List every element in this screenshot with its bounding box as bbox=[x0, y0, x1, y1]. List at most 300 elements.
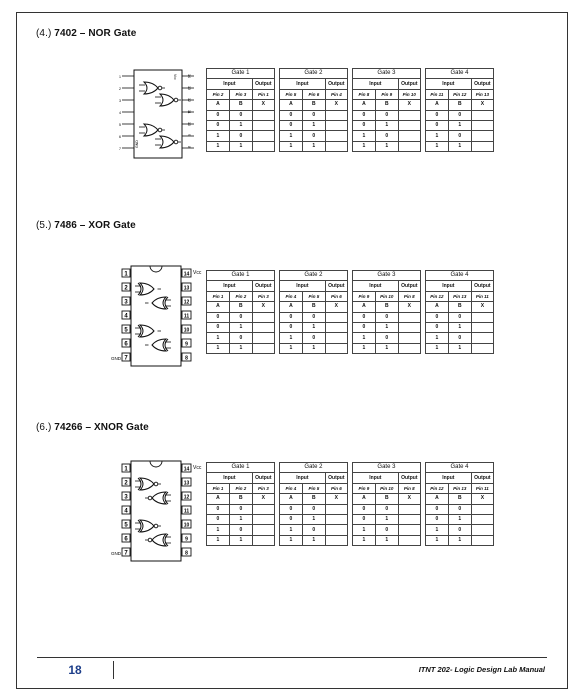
output-cell bbox=[325, 322, 347, 332]
pin-cell: Pin 12 bbox=[425, 483, 448, 493]
pin-number-label: 8 bbox=[187, 146, 191, 148]
chip-diagram bbox=[118, 68, 198, 173]
output-header: Output bbox=[252, 473, 274, 483]
input-value-cell: 1 bbox=[279, 141, 302, 151]
output-header: Output bbox=[325, 79, 347, 89]
pin-number-label: 11 bbox=[183, 508, 190, 515]
variable-cell: B bbox=[302, 494, 325, 504]
input-value-cell: 1 bbox=[229, 120, 252, 130]
output-cell bbox=[325, 312, 347, 322]
variable-cell: A bbox=[425, 100, 448, 110]
variable-row bbox=[207, 494, 494, 504]
gate-header: Gate 4 bbox=[425, 463, 493, 473]
pin-cell: Pin 9 bbox=[352, 291, 375, 301]
pin-number-label: 10 bbox=[187, 122, 191, 126]
input-value-cell: 1 bbox=[425, 333, 448, 343]
output-cell bbox=[325, 141, 347, 151]
gate-header: Gate 1 bbox=[207, 271, 275, 281]
pin-cell: Pin 10 bbox=[375, 291, 398, 301]
variable-cell: A bbox=[352, 302, 375, 312]
pin-row bbox=[207, 483, 494, 493]
output-header: Output bbox=[471, 473, 493, 483]
output-cell bbox=[398, 535, 420, 545]
variable-cell: B bbox=[448, 494, 471, 504]
output-header: Output bbox=[471, 79, 493, 89]
output-cell bbox=[252, 120, 274, 130]
input-value-cell: 1 bbox=[375, 141, 398, 151]
variable-cell: A bbox=[279, 302, 302, 312]
io-header-row bbox=[207, 281, 494, 291]
input-value-cell: 1 bbox=[207, 525, 230, 535]
gate-header: Gate 4 bbox=[425, 271, 493, 281]
pin-number-label: 3 bbox=[119, 99, 121, 103]
input-value-cell: 1 bbox=[375, 514, 398, 524]
variable-cell: A bbox=[207, 302, 230, 312]
input-value-cell: 0 bbox=[425, 322, 448, 332]
input-value-cell: 0 bbox=[425, 312, 448, 322]
input-value-cell: 1 bbox=[425, 525, 448, 535]
pin-cell: Pin 3 bbox=[252, 483, 274, 493]
input-value-cell: 1 bbox=[352, 131, 375, 141]
pin-cell: Pin 1 bbox=[252, 89, 274, 99]
gnd-label: GND bbox=[111, 356, 121, 361]
pin-number-label: 9 bbox=[187, 134, 191, 136]
pin-row bbox=[207, 89, 494, 99]
pin-number-label: 6 bbox=[119, 135, 121, 139]
input-value-cell: 0 bbox=[352, 322, 375, 332]
variable-cell: A bbox=[425, 302, 448, 312]
input-value-cell: 1 bbox=[375, 343, 398, 353]
pin-number-label: 14 bbox=[183, 271, 190, 278]
pin-number-label: 3 bbox=[124, 299, 128, 306]
output-cell bbox=[398, 120, 420, 130]
output-cell bbox=[325, 110, 347, 120]
pin-cell: Pin 10 bbox=[375, 483, 398, 493]
input-value-cell: 0 bbox=[302, 333, 325, 343]
gnd-label: GND bbox=[135, 140, 139, 148]
input-value-cell: 1 bbox=[375, 120, 398, 130]
input-value-cell: 0 bbox=[302, 110, 325, 120]
page-number: 18 bbox=[37, 661, 114, 679]
input-value-cell: 0 bbox=[207, 322, 230, 332]
output-cell bbox=[471, 333, 493, 343]
pin-cell: Pin 6 bbox=[325, 291, 347, 301]
variable-cell: A bbox=[279, 100, 302, 110]
xor-chip-pinout bbox=[111, 265, 202, 377]
variable-cell: X bbox=[252, 302, 274, 312]
input-value-cell: 1 bbox=[279, 343, 302, 353]
variable-cell: X bbox=[252, 494, 274, 504]
input-value-cell: 1 bbox=[302, 141, 325, 151]
output-cell bbox=[471, 514, 493, 524]
output-cell bbox=[325, 514, 347, 524]
input-header: Input bbox=[425, 79, 471, 89]
input-value-cell: 1 bbox=[229, 514, 252, 524]
input-value-cell: 0 bbox=[375, 110, 398, 120]
pin-cell: Pin 4 bbox=[325, 89, 347, 99]
output-cell bbox=[471, 535, 493, 545]
table-row bbox=[207, 322, 494, 332]
input-value-cell: 1 bbox=[302, 535, 325, 545]
variable-cell: X bbox=[325, 494, 347, 504]
pin-number-label: 9 bbox=[185, 536, 188, 543]
input-header: Input bbox=[425, 473, 471, 483]
table-row bbox=[207, 333, 494, 343]
input-header: Input bbox=[279, 79, 325, 89]
pin-number-label: 4 bbox=[124, 508, 128, 515]
input-value-cell: 1 bbox=[302, 343, 325, 353]
variable-cell: B bbox=[375, 100, 398, 110]
pin-number-label: 9 bbox=[185, 341, 188, 348]
pin-cell: Pin 11 bbox=[425, 89, 448, 99]
input-header: Input bbox=[352, 281, 398, 291]
variable-cell: B bbox=[448, 302, 471, 312]
section-number: (6.) bbox=[36, 422, 55, 433]
input-value-cell: 1 bbox=[448, 322, 471, 332]
output-cell bbox=[398, 312, 420, 322]
input-value-cell: 0 bbox=[229, 131, 252, 141]
gate-header-row bbox=[207, 69, 494, 79]
output-cell bbox=[252, 131, 274, 141]
output-cell bbox=[471, 131, 493, 141]
input-value-cell: 0 bbox=[207, 312, 230, 322]
input-value-cell: 1 bbox=[207, 535, 230, 545]
input-value-cell: 0 bbox=[448, 110, 471, 120]
table-row bbox=[207, 141, 494, 151]
output-cell bbox=[325, 525, 347, 535]
gnd-label: GND bbox=[111, 551, 121, 556]
pin-cell: Pin 8 bbox=[398, 483, 420, 493]
input-header: Input bbox=[207, 79, 253, 89]
input-value-cell: 0 bbox=[279, 110, 302, 120]
table-row bbox=[207, 504, 494, 514]
input-value-cell: 0 bbox=[229, 312, 252, 322]
output-cell bbox=[398, 514, 420, 524]
pin-cell: Pin 2 bbox=[229, 483, 252, 493]
input-value-cell: 1 bbox=[425, 343, 448, 353]
input-header: Input bbox=[425, 281, 471, 291]
pin-cell: Pin 5 bbox=[279, 89, 302, 99]
table-row bbox=[207, 131, 494, 141]
pin-cell: Pin 4 bbox=[279, 291, 302, 301]
input-value-cell: 0 bbox=[425, 514, 448, 524]
variable-row bbox=[207, 302, 494, 312]
output-cell bbox=[471, 110, 493, 120]
variable-cell: B bbox=[302, 302, 325, 312]
pin-number-label: 13 bbox=[187, 86, 191, 90]
variable-cell: A bbox=[352, 100, 375, 110]
input-header: Input bbox=[352, 79, 398, 89]
gate-header: Gate 1 bbox=[207, 69, 275, 79]
input-value-cell: 1 bbox=[207, 141, 230, 151]
input-value-cell: 1 bbox=[448, 535, 471, 545]
input-value-cell: 1 bbox=[425, 131, 448, 141]
input-value-cell: 1 bbox=[207, 343, 230, 353]
output-cell bbox=[325, 343, 347, 353]
pin-cell: Pin 6 bbox=[302, 89, 325, 99]
input-value-cell: 0 bbox=[229, 110, 252, 120]
output-cell bbox=[252, 343, 274, 353]
pin-number-label: 2 bbox=[124, 480, 128, 487]
input-value-cell: 0 bbox=[229, 333, 252, 343]
input-value-cell: 0 bbox=[425, 504, 448, 514]
input-value-cell: 0 bbox=[352, 504, 375, 514]
output-header: Output bbox=[252, 79, 274, 89]
pin-cell: Pin 6 bbox=[325, 483, 347, 493]
variable-cell: B bbox=[302, 100, 325, 110]
pin-cell: Pin 13 bbox=[448, 483, 471, 493]
input-value-cell: 1 bbox=[302, 322, 325, 332]
pin-cell: Pin 5 bbox=[302, 291, 325, 301]
output-header: Output bbox=[471, 281, 493, 291]
pin-cell: Pin 3 bbox=[229, 89, 252, 99]
io-header-row bbox=[207, 473, 494, 483]
input-value-cell: 0 bbox=[302, 131, 325, 141]
input-value-cell: 0 bbox=[448, 333, 471, 343]
pin-number-label: 5 bbox=[124, 327, 128, 334]
variable-cell: X bbox=[398, 302, 420, 312]
gate-header: Gate 2 bbox=[279, 463, 347, 473]
output-cell bbox=[252, 504, 274, 514]
gate-header-row bbox=[207, 271, 494, 281]
pin-row bbox=[207, 291, 494, 301]
variable-cell: X bbox=[471, 494, 493, 504]
pin-number-label: 1 bbox=[124, 466, 128, 473]
pin-number-label: 14 bbox=[187, 74, 191, 78]
output-cell bbox=[471, 312, 493, 322]
input-value-cell: 1 bbox=[352, 333, 375, 343]
input-value-cell: 0 bbox=[279, 514, 302, 524]
vcc-label: Vcc bbox=[193, 465, 202, 471]
input-header: Input bbox=[207, 473, 253, 483]
variable-cell: X bbox=[471, 302, 493, 312]
gate-header: Gate 3 bbox=[352, 69, 420, 79]
pin-number-label: 10 bbox=[183, 522, 190, 529]
input-value-cell: 0 bbox=[425, 110, 448, 120]
output-cell bbox=[325, 131, 347, 141]
input-value-cell: 0 bbox=[229, 525, 252, 535]
output-cell bbox=[398, 322, 420, 332]
pin-cell: Pin 9 bbox=[352, 483, 375, 493]
output-cell bbox=[325, 504, 347, 514]
output-cell bbox=[398, 504, 420, 514]
input-value-cell: 1 bbox=[448, 141, 471, 151]
section-title: 7402 – NOR Gate bbox=[54, 28, 137, 39]
output-cell bbox=[398, 343, 420, 353]
input-value-cell: 1 bbox=[229, 343, 252, 353]
output-cell bbox=[252, 312, 274, 322]
variable-row bbox=[207, 100, 494, 110]
vcc-label: Vcc bbox=[173, 74, 177, 80]
input-value-cell: 0 bbox=[302, 312, 325, 322]
input-value-cell: 1 bbox=[352, 343, 375, 353]
input-value-cell: 1 bbox=[375, 535, 398, 545]
input-value-cell: 1 bbox=[425, 141, 448, 151]
input-value-cell: 0 bbox=[448, 504, 471, 514]
output-cell bbox=[471, 322, 493, 332]
output-cell bbox=[325, 120, 347, 130]
variable-cell: B bbox=[229, 100, 252, 110]
input-value-cell: 0 bbox=[279, 504, 302, 514]
pin-number-label: 7 bbox=[119, 147, 121, 151]
input-value-cell: 0 bbox=[279, 322, 302, 332]
pin-number-label: 10 bbox=[183, 327, 190, 334]
section-title: 7486 – XOR Gate bbox=[54, 220, 136, 231]
pin-number-label: 12 bbox=[183, 494, 190, 501]
pin-cell: Pin 3 bbox=[252, 291, 274, 301]
pin-cell: Pin 1 bbox=[207, 291, 230, 301]
nor-chip-pinout bbox=[118, 68, 198, 168]
output-cell bbox=[252, 514, 274, 524]
pin-number-label: 5 bbox=[119, 123, 121, 127]
pin-number-label: 2 bbox=[119, 87, 121, 91]
pin-cell: Pin 12 bbox=[425, 291, 448, 301]
gate-header: Gate 2 bbox=[279, 69, 347, 79]
section-heading bbox=[36, 220, 136, 231]
pin-number-label: 8 bbox=[185, 550, 188, 557]
vcc-label: Vcc bbox=[193, 270, 202, 276]
output-cell bbox=[471, 525, 493, 535]
variable-cell: A bbox=[425, 494, 448, 504]
pin-cell: Pin 13 bbox=[471, 89, 493, 99]
gate-header: Gate 4 bbox=[425, 69, 493, 79]
chip-diagram bbox=[111, 265, 202, 382]
input-value-cell: 1 bbox=[448, 514, 471, 524]
pin-number-label: 2 bbox=[124, 285, 128, 292]
input-value-cell: 1 bbox=[352, 141, 375, 151]
input-value-cell: 0 bbox=[352, 120, 375, 130]
output-cell bbox=[398, 141, 420, 151]
input-value-cell: 0 bbox=[375, 312, 398, 322]
input-value-cell: 0 bbox=[375, 504, 398, 514]
table-row bbox=[207, 120, 494, 130]
pin-number-label: 4 bbox=[124, 313, 128, 320]
pin-number-label: 6 bbox=[124, 341, 128, 348]
input-value-cell: 0 bbox=[425, 120, 448, 130]
input-header: Input bbox=[352, 473, 398, 483]
input-value-cell: 1 bbox=[229, 322, 252, 332]
table-row bbox=[207, 343, 494, 353]
variable-cell: B bbox=[229, 302, 252, 312]
pin-number-label: 5 bbox=[124, 522, 128, 529]
output-cell bbox=[252, 333, 274, 343]
pin-cell: Pin 5 bbox=[302, 483, 325, 493]
pin-number-label: 13 bbox=[183, 480, 190, 487]
pin-number-label: 1 bbox=[124, 271, 128, 278]
gate-header: Gate 3 bbox=[352, 271, 420, 281]
variable-cell: B bbox=[229, 494, 252, 504]
gate-header: Gate 3 bbox=[352, 463, 420, 473]
pin-cell: Pin 8 bbox=[398, 291, 420, 301]
variable-cell: X bbox=[398, 100, 420, 110]
output-header: Output bbox=[325, 281, 347, 291]
pin-cell: Pin 13 bbox=[448, 291, 471, 301]
pin-number-label: 7 bbox=[124, 550, 128, 557]
pin-cell: Pin 2 bbox=[207, 89, 230, 99]
section-heading bbox=[36, 28, 136, 39]
input-value-cell: 0 bbox=[207, 110, 230, 120]
input-value-cell: 1 bbox=[302, 514, 325, 524]
output-cell bbox=[252, 322, 274, 332]
variable-cell: A bbox=[207, 494, 230, 504]
variable-cell: X bbox=[325, 302, 347, 312]
variable-cell: X bbox=[398, 494, 420, 504]
input-value-cell: 0 bbox=[207, 504, 230, 514]
output-header: Output bbox=[398, 79, 420, 89]
variable-cell: X bbox=[471, 100, 493, 110]
footer-divider bbox=[37, 657, 547, 658]
pin-cell: Pin 4 bbox=[279, 483, 302, 493]
pin-cell: Pin 1 bbox=[207, 483, 230, 493]
pin-number-label: 6 bbox=[124, 536, 128, 543]
gate-header: Gate 2 bbox=[279, 271, 347, 281]
truth-table bbox=[206, 270, 494, 354]
output-cell bbox=[471, 120, 493, 130]
input-value-cell: 1 bbox=[375, 322, 398, 332]
output-cell bbox=[252, 110, 274, 120]
output-cell bbox=[471, 343, 493, 353]
input-value-cell: 0 bbox=[352, 110, 375, 120]
input-value-cell: 1 bbox=[207, 333, 230, 343]
input-value-cell: 0 bbox=[207, 514, 230, 524]
input-value-cell: 1 bbox=[279, 525, 302, 535]
variable-cell: A bbox=[207, 100, 230, 110]
io-header-row bbox=[207, 79, 494, 89]
input-value-cell: 1 bbox=[207, 131, 230, 141]
output-cell bbox=[252, 535, 274, 545]
pin-cell: Pin 2 bbox=[229, 291, 252, 301]
input-value-cell: 1 bbox=[448, 120, 471, 130]
input-value-cell: 0 bbox=[302, 504, 325, 514]
input-value-cell: 1 bbox=[229, 141, 252, 151]
pin-number-label: 12 bbox=[187, 98, 191, 102]
pin-number-label: 8 bbox=[185, 355, 188, 362]
variable-cell: B bbox=[375, 302, 398, 312]
truth-table bbox=[206, 462, 494, 546]
variable-cell: A bbox=[352, 494, 375, 504]
output-cell bbox=[471, 141, 493, 151]
chip-diagram bbox=[111, 460, 202, 577]
output-cell bbox=[398, 131, 420, 141]
section-title: 74266 – XNOR Gate bbox=[54, 422, 149, 433]
section-heading bbox=[36, 422, 149, 433]
pin-number-label: 4 bbox=[119, 111, 121, 115]
gate-header-row bbox=[207, 463, 494, 473]
input-value-cell: 0 bbox=[375, 333, 398, 343]
input-header: Input bbox=[279, 473, 325, 483]
variable-cell: B bbox=[375, 494, 398, 504]
variable-cell: A bbox=[279, 494, 302, 504]
gate-header: Gate 1 bbox=[207, 463, 275, 473]
input-value-cell: 0 bbox=[448, 131, 471, 141]
input-value-cell: 1 bbox=[279, 535, 302, 545]
section-number: (5.) bbox=[36, 220, 55, 231]
xnor-chip-pinout bbox=[111, 460, 202, 572]
input-value-cell: 1 bbox=[352, 525, 375, 535]
input-value-cell: 1 bbox=[448, 343, 471, 353]
pin-number-label: 13 bbox=[183, 285, 190, 292]
pin-cell: Pin 8 bbox=[352, 89, 375, 99]
pin-number-label: 12 bbox=[183, 299, 190, 306]
pin-number-label: 11 bbox=[183, 313, 190, 320]
pin-number-label: 1 bbox=[119, 75, 121, 79]
table-row bbox=[207, 312, 494, 322]
pin-number-label: 11 bbox=[187, 110, 191, 114]
table-row bbox=[207, 535, 494, 545]
input-value-cell: 0 bbox=[279, 120, 302, 130]
input-value-cell: 0 bbox=[229, 504, 252, 514]
output-cell bbox=[252, 525, 274, 535]
